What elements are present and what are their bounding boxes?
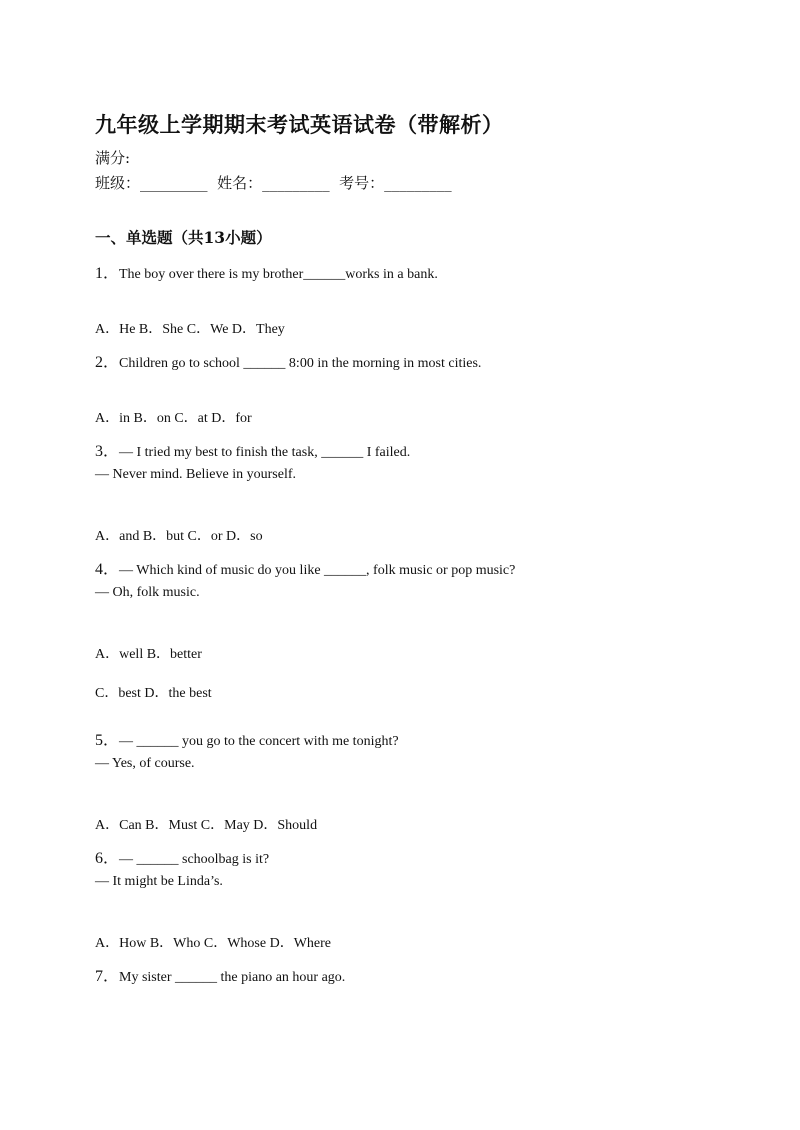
question-3-response: — Never mind. Believe in yourself. [95, 467, 297, 482]
question-number: 2． [95, 354, 120, 371]
question-number: 6． [95, 850, 120, 867]
question-6-response: — It might be Linda’s. [95, 874, 223, 889]
name-blank: _________ [262, 174, 330, 192]
question-6-options: A．How B．Who C．Whose D．Where [95, 936, 332, 951]
question-7-stem [95, 963, 345, 986]
exam-number-blank: _________ [384, 174, 452, 192]
question-5-stem [95, 727, 399, 750]
page-title: 九年级上学期期末考试英语试卷（带解析） [95, 112, 504, 137]
question-4-options-row-2: C．best D．the best [95, 686, 212, 701]
question-number: 1． [95, 265, 120, 282]
section-heading: 一、单选题（共13小题） [95, 228, 272, 247]
question-5-response: — Yes, of course. [95, 756, 195, 771]
question-text: — ______ schoolbag is it? [119, 852, 270, 867]
question-4-response: — Oh, folk music. [95, 585, 200, 600]
question-6-stem [95, 845, 269, 868]
question-text: — I tried my best to finish the task, ______ I failed. [119, 445, 411, 460]
question-number: 5． [95, 732, 120, 749]
question-2-options: A．in B．on C．at D．for [95, 411, 252, 426]
question-4-stem [95, 556, 515, 579]
question-5-options: A．Can B．Must C．May D．Should [95, 818, 318, 833]
question-number: 4． [95, 561, 120, 578]
class-label: 班级： [95, 174, 141, 192]
question-number: 7． [95, 968, 120, 985]
question-number: 3． [95, 443, 120, 460]
question-1-stem [95, 260, 438, 283]
question-2-stem [95, 349, 481, 372]
student-info-line [95, 172, 452, 193]
full-score-label: 满分: [95, 149, 131, 167]
question-text: My sister ______ the piano an hour ago. [119, 970, 346, 985]
question-text: — Which kind of music do you like ______, folk music or pop music? [119, 563, 516, 578]
question-3-stem [95, 438, 410, 461]
exam-number-label: 考号： [339, 174, 385, 192]
name-label: 姓名： [217, 174, 263, 192]
class-blank: _________ [140, 174, 208, 192]
question-text: Children go to school ______ 8:00 in the morning in most cities. [119, 356, 482, 371]
question-1-options: A．He B．She C．We D．They [95, 322, 285, 337]
question-4-options-row-1: A．well B．better [95, 647, 202, 662]
question-text: — ______ you go to the concert with me tonight? [119, 734, 399, 749]
question-3-options: A．and B．but C．or D．so [95, 529, 263, 544]
question-text: The boy over there is my brother______works in a bank. [119, 267, 438, 282]
